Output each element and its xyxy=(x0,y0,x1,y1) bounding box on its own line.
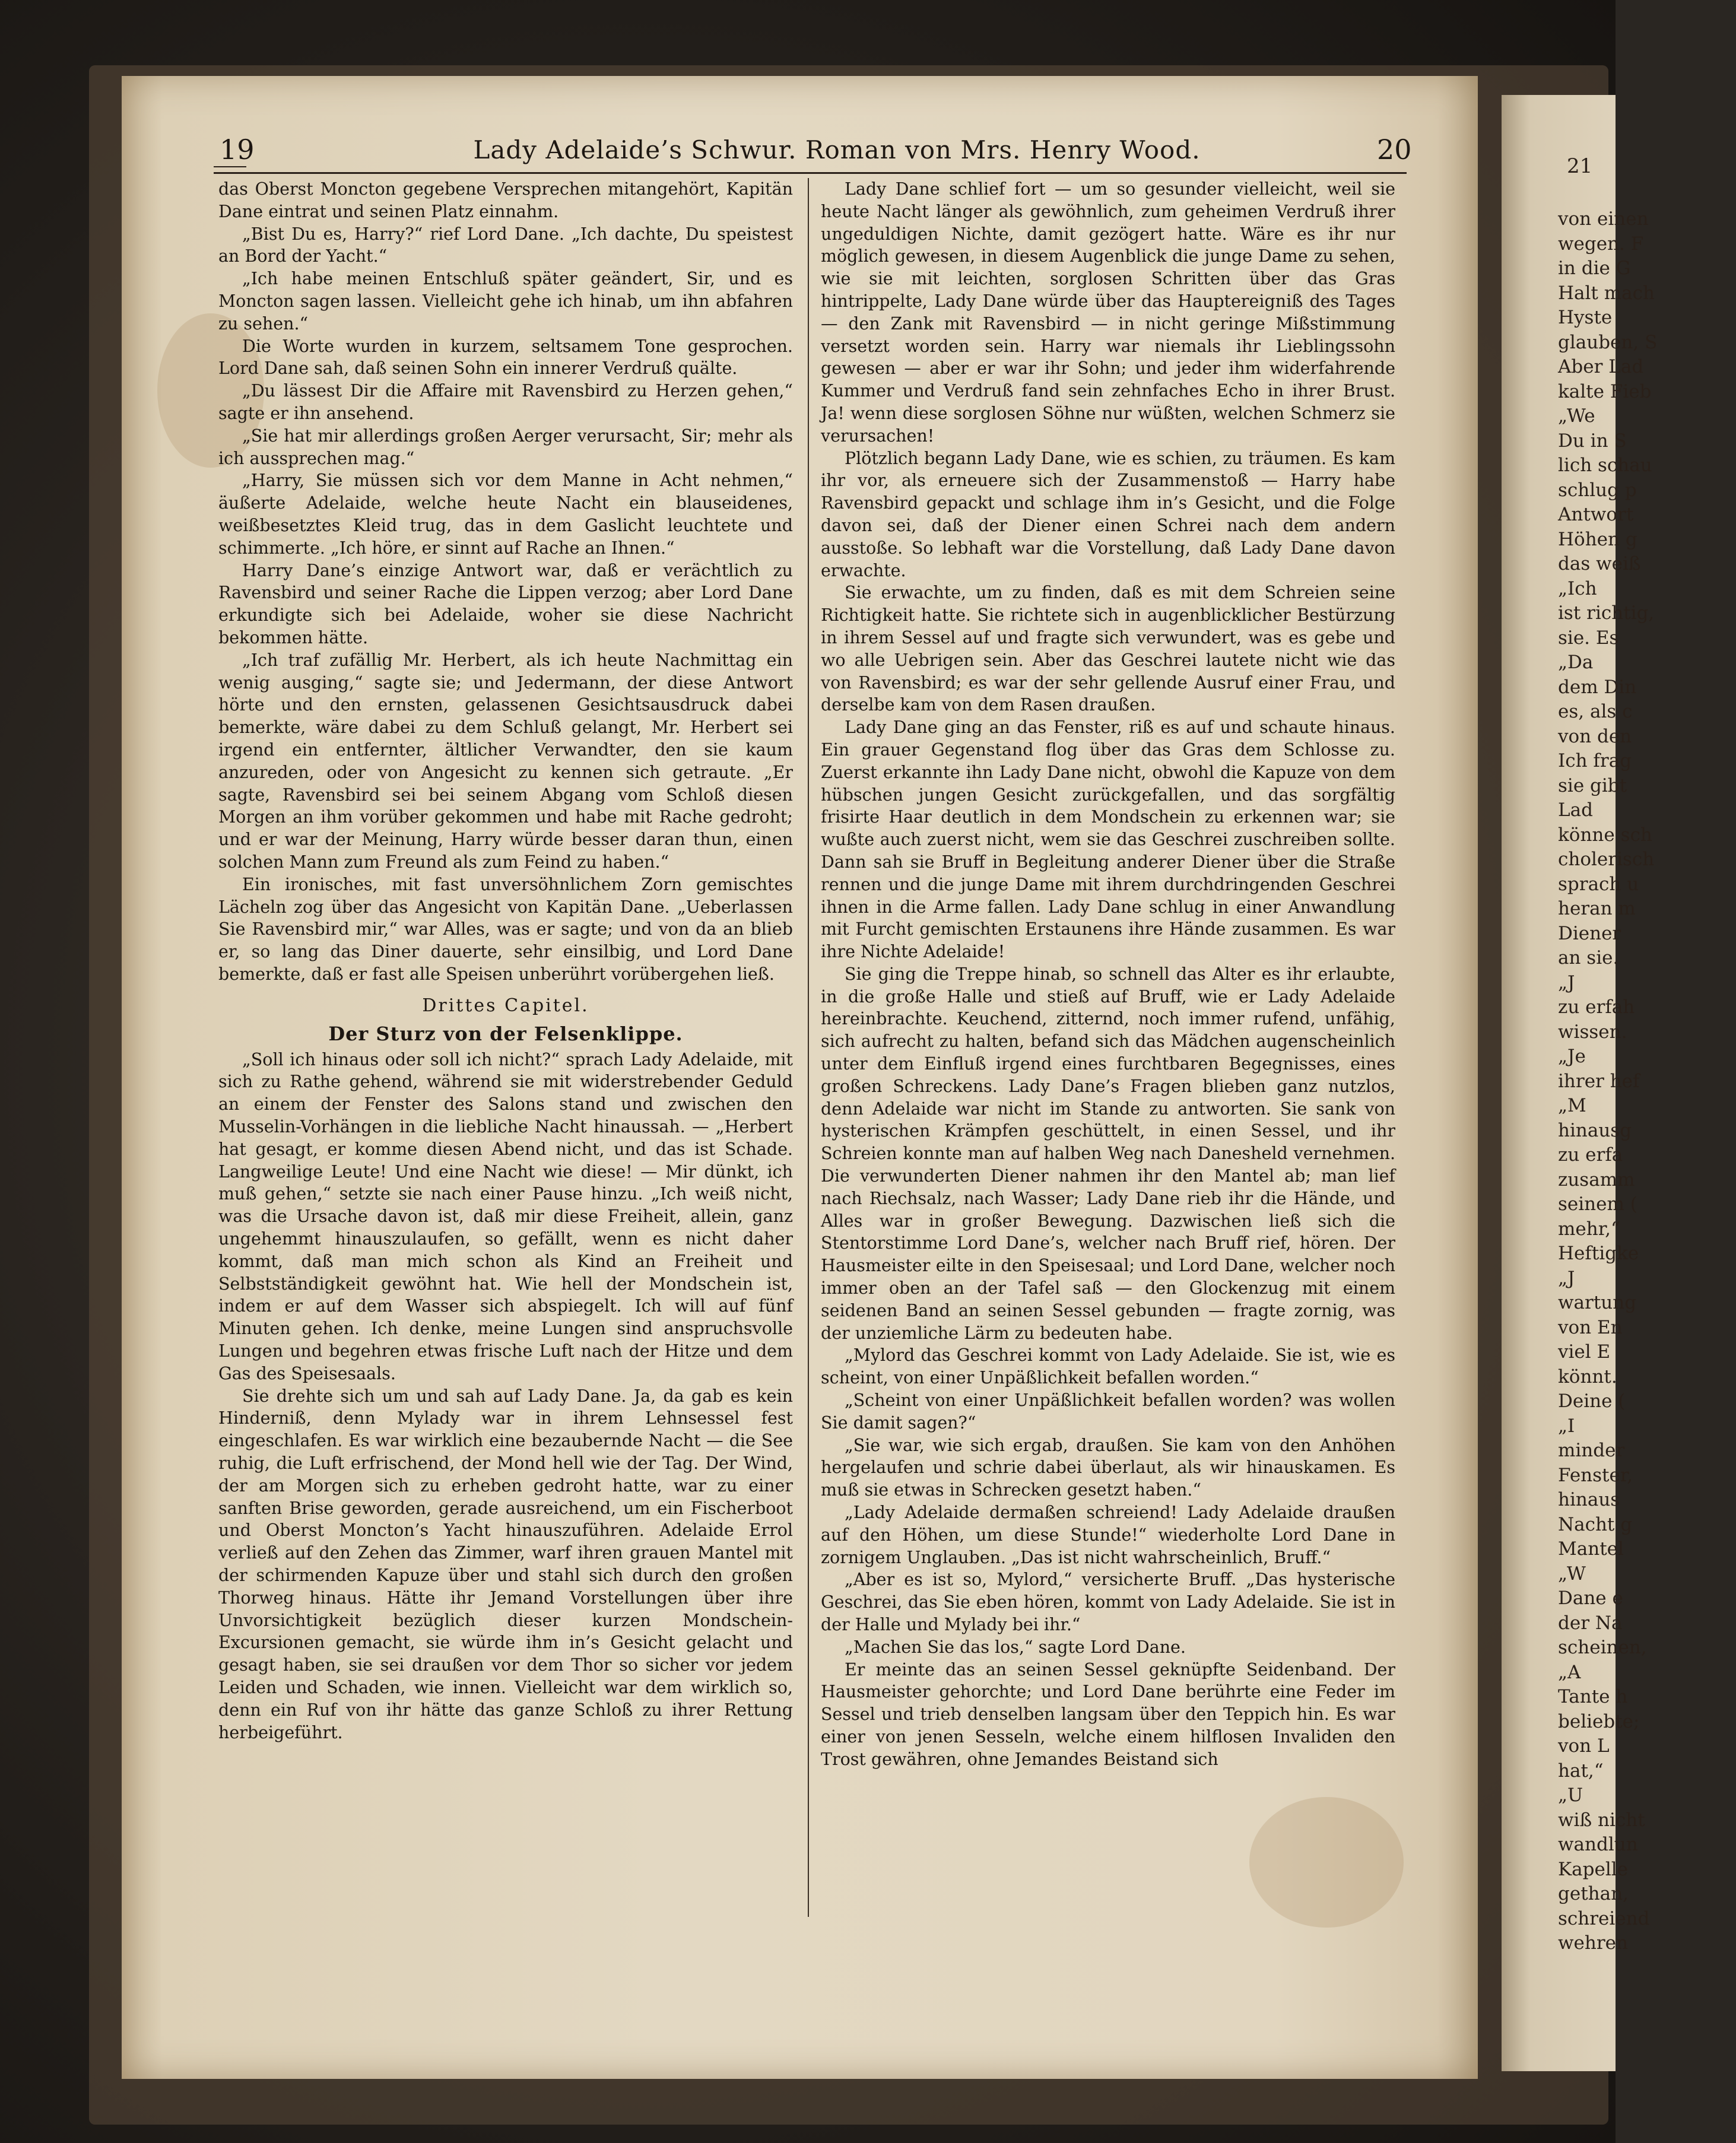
right-column xyxy=(821,178,1395,1771)
paragraph: Die Worte wurden in kurzem, seltsamem Tone gesprochen. Lord Dane sah, daß seinen Sohn ein innerer Verdruß quälte. xyxy=(218,336,793,379)
paragraph: Er meinte das an seinen Sessel geknüpfte Seidenband. Der Hausmeister gehorchte; und Lord Dane berührte eine Feder im Sessel und trieb denselben langsam über den Teppich hin. Es war einer von jenen Sesseln, welche einem hilflosen Invaliden den Trost gewähren, ohne Jemandes Beistand sich xyxy=(821,1659,1395,1769)
next-page-line: in die G xyxy=(1558,258,1631,279)
next-page-line: von den xyxy=(1558,725,1632,747)
paragraph: „Du lässest Dir die Affaire mit Ravensbird zu Herzen gehen,“ sagte er ihn ansehend. xyxy=(218,381,793,423)
next-page-line: „U xyxy=(1558,1785,1583,1806)
paragraph: „Mylord das Geschrei kommt von Lady Adelaide. Sie ist, wie es scheint, von einer Unpäßlichkeit befallen worden.“ xyxy=(821,1345,1395,1388)
next-page-line: Ich frag xyxy=(1558,750,1632,772)
paragraph: „Machen Sie das los,“ sagte Lord Dane. xyxy=(845,1637,1186,1657)
next-page-line: wegen. F xyxy=(1558,233,1644,255)
paragraph: „Scheint von einer Unpäßlichkeit befallen worden? was wollen Sie damit sagen?“ xyxy=(821,1390,1395,1433)
next-page-number: 21 xyxy=(1567,154,1593,178)
next-page-line: gethan, xyxy=(1558,1883,1629,1904)
paragraph: „Sie war, wie sich ergab, draußen. Sie kam von den Anhöhen hergelaufen und schrie dabei überlaut, als wir hinauskamen. Es muß sie etwas in Schrecken gesetzt haben.“ xyxy=(821,1435,1395,1500)
next-page-line: „J xyxy=(1558,1267,1575,1289)
next-page-line: „I xyxy=(1558,1415,1575,1437)
next-page-line: Fenster, xyxy=(1558,1464,1633,1486)
next-page-line: glauben, S xyxy=(1558,331,1658,353)
left-column xyxy=(218,178,793,1744)
next-page-line: dem Din xyxy=(1558,676,1637,698)
next-page-line: mehr,“ xyxy=(1558,1218,1620,1240)
paragraph: Sie drehte sich um und sah auf Lady Dane. Ja, da gab es kein Hinderniß, denn Mylady war in ihrem Lehnsessel fest eingeschlafen. Es war wirklich eine bezaubernde Nacht — die See ruhig, die Luft erfrischend, der Mond hell wie der Tag. Der Wind, der am Morgen sich zu erheben gedroht hatte, war zu einer sanften Brise geworden, gerade ausreichend, um ein Fischerboot und Oberst Moncton’s Yacht hinauszuführen. Adelaide Errol verließ auf den Zehen das Zimmer, warf ihren grauen Mantel mit der schirmenden Kapuze über und stahl sich durch den großen Thorweg hinaus. Hätte ihr Jemand Vorstellungen über ihre Unvorsichtigkeit bezüglich dieser kurzen Mondschein-Excursionen gemacht, sie würde ihm in’s Gesicht gelacht und gesagt haben, sie sei draußen vor dem Thor so sicher vor jedem Leiden und Schaden, wie innen. Vielleicht war dem wirklich so, denn ein Ruf von ihr hätte das ganze Schloß zu ihrer Rettung herbeigeführt. xyxy=(218,1386,793,1742)
next-page-line: kalte Fieb xyxy=(1558,380,1652,402)
next-page-line: viel E xyxy=(1558,1341,1611,1363)
next-page-line: „Je xyxy=(1558,1046,1586,1067)
next-page-line: Kapelle xyxy=(1558,1858,1629,1880)
next-page-line: Hyste xyxy=(1558,307,1613,328)
next-page-line: zusamm xyxy=(1558,1169,1635,1190)
paragraph: „Ich traf zufällig Mr. Herbert, als ich heute Nachmittag ein wenig ausging,“ sagte sie; und Jedermann, der diese Antwort hörte und den ernsten, gelassenen Gesichtsausdruck dabei bemerkte, wäre dabei zu dem Schluß gelangt, Mr. Herbert sei irgend ein entfernter, ältlicher Verwandter, den sie kaum anzureden, oder von Angesicht zu kennen sich getraute. „Er sagte, Ravensbird sei bei seinem Abgang vom Schloß diesen Morgen an ihm vorüber gekommen und habe mit Rache gedroht; und er war der Meinung, Harry würde besser daran thun, einen solchen Mann zum Freund als zum Feind zu haben.“ xyxy=(218,650,793,872)
next-page-line: Heftigke xyxy=(1558,1243,1639,1264)
left-paragraphs-before xyxy=(218,178,793,986)
next-page-line: sie. Es xyxy=(1558,627,1619,649)
paragraph: Plötzlich begann Lady Dane, wie es schien, zu träumen. Es kam ihr vor, als erneuere sich der Zusammenstoß — Harry habe Ravensbird gepackt und schlage ihm in’s Gesicht, und die Folge davon sei, daß der Diener einen Schrei nach dem andern ausstoße. So lebhaft war die Vorstellung, daß Lady Dane davon erwachte. xyxy=(821,448,1395,580)
next-page-line: beliebte; xyxy=(1558,1710,1640,1732)
next-page-edge xyxy=(1502,95,1658,2071)
paragraph: Ein ironisches, mit fast unversöhnlichem Zorn gemischtes Lächeln zog über das Angesicht von Kapitän Dane. „Ueberlassen Sie Ravensbird mir,“ war Alles, was er sagte; und von da an blieb er, so lang das Diner dauerte, sehr einsilbig, und Lord Dane bemerkte, daß er fast alle Speisen unberührt vorübergehen ließ. xyxy=(218,874,793,984)
running-head: Lady Adelaide’s Schwur. Roman von Mrs. Henry Wood. xyxy=(473,135,1201,164)
paragraph: „Harry, Sie müssen sich vor dem Manne in Acht nehmen,“ äußerte Adelaide, welche heute Nacht ein blauseidenes, weißbesetztes Kleid trug, das in dem Gaslicht leuchtete und schimmerte. „Ich höre, er sinnt auf Rache an Ihnen.“ xyxy=(218,471,793,558)
next-page-line: sprach u xyxy=(1558,873,1639,895)
next-page-line: zu erfa xyxy=(1558,1144,1623,1166)
next-page-line: der Na xyxy=(1558,1612,1623,1634)
page-number-rule-left xyxy=(214,166,246,167)
next-page-line: hinausg xyxy=(1558,1119,1632,1141)
next-page-line: Diener xyxy=(1558,922,1621,944)
next-page-line: „M xyxy=(1558,1095,1586,1116)
left-paragraphs-after xyxy=(218,1049,793,1744)
next-page-line: könnt. xyxy=(1558,1366,1617,1388)
next-page-line: lich schau xyxy=(1558,455,1652,476)
paragraph: „Ich habe meinen Entschluß später geändert, Sir, und es Moncton sagen lassen. Vielleicht gehe ich hinab, um ihn abfahren zu sehen.“ xyxy=(218,269,793,334)
next-page-line: könne sch xyxy=(1558,824,1652,846)
next-page-line: cholerisch xyxy=(1558,849,1655,870)
paragraph: Sie ging die Treppe hinab, so schnell das Alter es ihr erlaubte, in die große Halle und stieß auf Bruff, wie er Lady Adelaide hereinbrachte. Keuchend, zitternd, noch immer rufend, unfähig, sich aufrecht zu halten, befand sich das Mädchen augenscheinlich unter dem Einfluß irgend eines furchtbaren Begegnisses, eines großen Schreckens. Lady Dane’s Fragen blieben ganz nutzlos, denn Adelaide war nicht im Stande zu antworten. Sie sank von hysterischen Krämpfen geschüttelt, in einen Sessel, und ihr Schreien konnte man auf halben Weg nach Danesheld vernehmen. Die verwunderten Diener nahmen ihr den Mantel ab; man lief nach Riechsalz, nach Wasser; Lady Dane rieb ihr die Hände, und Alles war in großer Bewegung. Dazwischen ließ sich die Stentorstimme Lord Dane’s, welcher nach Bruff rief, hören. Der Hausmeister eilte in den Speisesaal; und Lord Dane, welcher noch immer oben an der Tafel saß — den Glockenzug mit einem seidenen Band an seinen Sessel gebunden — fragte zornig, was der unziemliche Lärm zu bedeuten habe. xyxy=(821,964,1395,1343)
right-paragraphs xyxy=(821,178,1395,1771)
paragraph: „Aber es ist so, Mylord,“ versicherte Bruff. „Das hysterische Geschrei, das Sie eben hören, kommt von Lady Adelaide. Sie ist in der Halle und Mylady bei ihr.“ xyxy=(821,1570,1395,1634)
paragraph: Sie erwachte, um zu finden, daß es mit dem Schreien seine Richtigkeit hatte. Sie richtete sich in augenblicklicher Bestürzung in ihrem Sessel auf und fragte sich verwundert, was es gebe und wo alle Uebrigen sein. Aber das Geschrei lautete nicht wie das von Ravensbird; es war der sehr gellende Ausruf einer Frau, und derselbe kam von dem Rasen draußen. xyxy=(821,583,1395,715)
paragraph: „Bist Du es, Harry?“ rief Lord Dane. „Ich dachte, Du speistest an Bord der Yacht.“ xyxy=(218,224,793,266)
next-page-line: „Ich xyxy=(1558,577,1597,599)
paper-stain xyxy=(1249,1797,1404,1928)
next-page-line: hat,“ xyxy=(1558,1760,1604,1782)
paragraph: „Soll ich hinaus oder soll ich nicht?“ sprach Lady Adelaide, mit sich zu Rathe gehend, während sie mit widerstrebender Geduld an einem der Fenster des Salons stand und zwischen den Musselin-Vorhängen in die liebliche Nacht hinaussah. — „Herbert hat gesagt, er komme diesen Abend nicht, und das ist Schade. Langweilige Leute! Und eine Nacht wie diese! — Mir dünkt, ich muß gehen,“ setzte sie nach einer Pause hinzu. „Ich weiß nicht, was die Ursache davon ist, daß mir diese Freiheit, allein, ganz ungehemmt hinauszulaufen, so gefällt, wenn es nicht daher kommt, daß man mich schon als Kind an Freiheit und Selbstständigkeit gewöhnt hat. Wie hell der Mondschein ist, indem er auf dem Wasser sich abspiegelt. Ich will auf fünf Minuten gehen. Ich denke, meine Lungen sind anspruchsvolle Lungen und begehren etwas frische Luft nach der Hitze und dem Gas des Speisesaals. xyxy=(218,1049,793,1383)
next-page-line: sie gibt xyxy=(1558,774,1627,796)
next-page-line: Lad xyxy=(1558,799,1593,821)
next-page-line: Deine ( xyxy=(1558,1390,1626,1412)
next-page-line: ist richtig, xyxy=(1558,602,1655,624)
paragraph: das Oberst Moncton gegebene Versprechen mitangehört, Kapitän Dane eintrat und seinen Platz einnahm. xyxy=(218,179,793,221)
next-page-line: von einen xyxy=(1558,208,1649,230)
next-page-line: Antwort xyxy=(1558,504,1634,525)
paragraph: Lady Dane schlief fort — um so gesunder vielleicht, weil sie heute Nacht länger als gewöhnlich, zum geheimen Verdruß ihrer ungeduldigen Nichte, damit gezögert hatte. Wäre es ihr nur möglich gewesen, in diesem Augenblick die junge Dame zu sehen, wie sie mit leichten, sorglosen Schritten über das Gras hintrippelte, Lady Dane würde über das Hauptereigniß des Tages — den Zank mit Ravensbird — in nicht geringe Mißstimmung versetzt worden sein. Harry war niemals ihr Lieblingssohn gewesen — aber er war ihr Sohn; und jeder ihm widerfahrende Kummer und Verdruß fand sein zehnfaches Echo in ihrer Brust. Ja! wenn diese sorglosen Söhne nur wüßten, welchen Schmerz sie verursachen! xyxy=(821,179,1395,446)
next-page-line: wandlun xyxy=(1558,1834,1638,1855)
next-page-line: Mantel xyxy=(1558,1538,1624,1560)
page-number-left: 19 xyxy=(220,134,255,166)
next-page-line: schlug p xyxy=(1558,479,1637,501)
column-divider xyxy=(808,178,809,1917)
paragraph: „Sie hat mir allerdings großen Aerger verursacht, Sir; mehr als ich aussprechen mag.“ xyxy=(218,426,793,468)
next-page-line: minder xyxy=(1558,1440,1625,1461)
paragraph: Harry Dane’s einzige Antwort war, daß er verächtlich zu Ravensbird und seiner Rache die Lippen verzog; aber Lord Dane erkundigte sich bei Adelaide, woher sie diese Nachricht bekommen hätte. xyxy=(218,560,793,647)
next-page-line: „We xyxy=(1558,405,1595,427)
next-page-line: scheinen, xyxy=(1558,1637,1647,1658)
next-page-line: Nacht g xyxy=(1558,1513,1633,1535)
paragraph: „Lady Adelaide dermaßen schreiend! Lady Adelaide draußen auf den Höhen, um diese Stunde!“ wiederholte Lord Dane in zornigem Unglauben. „Das ist nicht wahrscheinlich, Bruff.“ xyxy=(821,1503,1395,1567)
page-number-right: 20 xyxy=(1377,134,1412,166)
next-page-line: es, als c xyxy=(1558,701,1633,722)
chapter-title: Der Sturz von der Felsenklippe. xyxy=(328,1022,683,1045)
next-page-line: an sie. xyxy=(1558,947,1619,969)
next-page-line: wissen. xyxy=(1558,1021,1627,1043)
paragraph: Lady Dane ging an das Fenster, riß es auf und schaute hinaus. Ein grauer Gegenstand flog über das Gras dem Schlosse zu. Zuerst erkannte ihn Lady Dane nicht, obwohl die Kapuze von dem hübschen jungen Gesicht zurückgefallen, und das sorgfältig frisirte Haar deutlich in dem Mondschein zu erkennen war; sie wußte auch zuerst nicht, wem sie das Geschrei zuschreiben sollte. Dann sah sie Bruff in Begleitung anderer Diener über die Straße rennen und die junge Dame mit ihrem durchdringenden Geschrei ihnen in die Arme fallen. Lady Dane schlug in einer Anwandlung mit Furcht gemischten Erstaunens ihre Hände zusammen. Es war ihre Nichte Adelaide! xyxy=(821,717,1395,962)
header-rule xyxy=(214,172,1407,174)
next-page-line: zu erfah xyxy=(1558,996,1635,1018)
next-page-line: Du in S xyxy=(1558,430,1627,452)
next-page-line: Dane e xyxy=(1558,1588,1623,1609)
next-page-line: wartung xyxy=(1558,1292,1637,1313)
chapter-number: Drittes Capitel. xyxy=(422,995,589,1016)
next-page-line: von En xyxy=(1558,1316,1623,1338)
next-page-line: „J xyxy=(1558,972,1575,993)
next-page-line: schreiend xyxy=(1558,1907,1650,1929)
next-page-line: ihrer hef xyxy=(1558,1070,1640,1092)
next-page-line: von L xyxy=(1558,1735,1610,1757)
next-page-line: „Da xyxy=(1558,652,1594,673)
next-page-line: wehren xyxy=(1558,1932,1628,1954)
next-page-line: „W xyxy=(1558,1563,1586,1585)
next-page-line: heran m xyxy=(1558,898,1636,919)
next-page-line: „A xyxy=(1558,1661,1581,1683)
next-page-line: wiß nicht xyxy=(1558,1809,1645,1831)
next-page-line: Aber Lad xyxy=(1558,356,1644,377)
next-page-line: hinaus xyxy=(1558,1489,1620,1510)
next-page-line: das weiß xyxy=(1558,553,1641,574)
next-page-line: Höhen g xyxy=(1558,528,1637,550)
next-page-line: Tante h xyxy=(1558,1686,1628,1707)
next-page-line: Halt mach xyxy=(1558,282,1655,304)
next-page-line: seinem ( xyxy=(1558,1193,1637,1215)
